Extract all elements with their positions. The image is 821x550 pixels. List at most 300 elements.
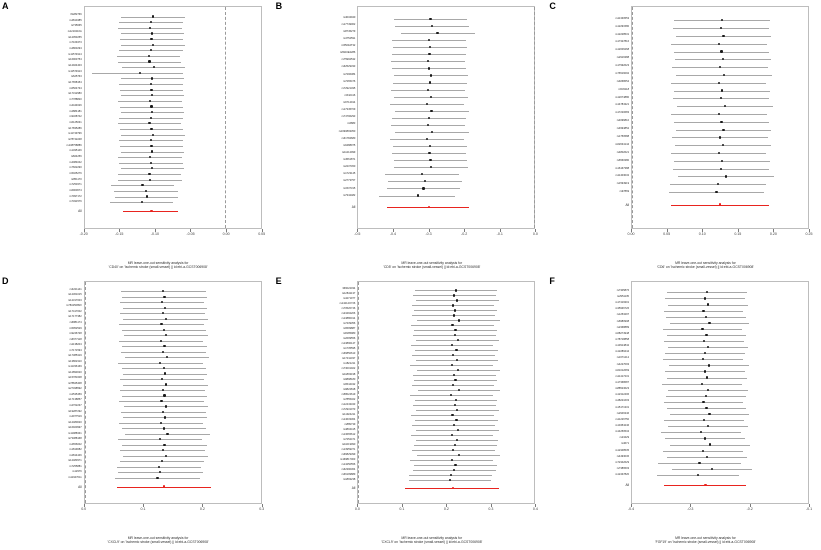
snp-label: rs11574913 <box>68 69 82 73</box>
point-estimate <box>164 372 166 374</box>
point-estimate <box>429 18 431 20</box>
snp-label: rs2946346 <box>616 411 630 415</box>
snp-label: rs11574914 <box>68 52 82 56</box>
x-axis <box>627 229 813 241</box>
plot-area <box>278 279 544 546</box>
x-axis <box>79 229 266 241</box>
point-estimate <box>708 364 710 366</box>
snp-label: rs1723145 <box>343 172 356 176</box>
point-estimate <box>152 134 154 136</box>
snp-label: rs7997172 <box>69 194 82 198</box>
snp-label: rs6980908 <box>616 319 630 323</box>
point-estimate <box>451 459 453 461</box>
snp-label: rs7250371 <box>69 183 82 187</box>
forest-panel-d <box>0 275 274 550</box>
point-estimate <box>720 27 722 29</box>
snp-label: rs542416 <box>344 93 356 97</box>
snp-label: rs7252471 <box>343 437 356 441</box>
point-estimate <box>454 464 456 466</box>
snp-label: rs19287292 <box>67 409 82 413</box>
snp-label: rs7491576 <box>69 200 82 204</box>
snp-label: rs9246728 <box>69 332 82 336</box>
snp-label: rs4561871 <box>343 158 356 161</box>
snp-label-column <box>278 6 358 229</box>
plot-frame <box>84 6 262 229</box>
snp-label: rs11893198 <box>341 372 356 376</box>
snp-label: rs75992532 <box>341 58 356 62</box>
point-estimate <box>711 468 713 470</box>
x-axis-tick-label: 0.05 <box>258 232 266 236</box>
point-estimate <box>165 318 167 320</box>
snp-label: rs12291580 <box>615 24 630 28</box>
forest-panel-f <box>547 275 821 550</box>
point-estimate <box>722 129 724 131</box>
point-estimate <box>156 477 158 479</box>
snp-label: rs4227093 <box>616 362 630 366</box>
x-axis-tick-label: -0.4 <box>389 232 397 236</box>
snp-label: rs5025276 <box>69 171 82 175</box>
x-axis-label <box>599 536 812 545</box>
point-estimate <box>451 414 453 416</box>
summary-label: All <box>625 202 630 207</box>
snp-label: rs4977519 <box>69 415 82 419</box>
x-axis-label-line1: MR leave-one-out sensitivity analysis for <box>675 535 736 540</box>
point-estimate <box>708 322 710 324</box>
snp-label: rs27498592 <box>67 387 82 391</box>
x-axis-tick-label: -0.5 <box>354 232 361 236</box>
plot-area <box>278 4 544 271</box>
snp-label: rs6560380 <box>616 158 630 162</box>
point-estimate <box>152 44 154 46</box>
point-estimate <box>148 173 150 175</box>
snp-label: rs76516092 <box>615 71 630 75</box>
point-estimate <box>145 190 147 192</box>
point-estimate <box>705 316 707 318</box>
snp-label: rs6125031 <box>69 120 82 124</box>
point-estimate <box>705 395 707 397</box>
point-estimate <box>163 296 165 298</box>
point-estimate <box>702 401 704 403</box>
snp-label: rs4804415 <box>343 427 356 431</box>
x-axis-tick-label: 0.2 <box>443 507 449 511</box>
point-estimate <box>166 433 168 435</box>
snp-label-column <box>278 281 358 504</box>
snp-label: rs9822818 <box>343 387 356 391</box>
point-estimate <box>146 195 148 197</box>
snp-label: rs1495146 <box>69 149 82 153</box>
snp-label-column <box>4 281 84 504</box>
snp-label: rs12348535 <box>615 448 630 452</box>
snp-label: rs11924211 <box>342 412 356 416</box>
point-estimate <box>455 289 457 291</box>
x-axis-tick-label: -0.15 <box>115 232 124 236</box>
point-estimate <box>150 89 152 91</box>
snp-label: rs17419301 <box>615 301 630 305</box>
plot-frame <box>84 281 262 504</box>
summary-point-estimate <box>704 484 706 486</box>
snp-label: rs11417231 <box>615 374 630 378</box>
x-axis-tick-label: -0.1 <box>496 232 503 236</box>
snp-label: rs72931073 <box>341 407 356 411</box>
snp-label: rs14214O726 <box>339 302 356 306</box>
x-axis-label <box>52 261 265 270</box>
snp-label: rs12443343 <box>341 402 356 406</box>
snp-label: rs12361015 <box>67 293 82 297</box>
point-estimate <box>165 455 167 457</box>
snp-label: rs17749062 <box>341 22 356 26</box>
snp-label: rs17220683 <box>615 111 630 115</box>
snp-label: rs7342482 <box>343 193 356 197</box>
snp-label: rs11212999 <box>341 150 356 154</box>
point-estimate <box>428 67 430 69</box>
snp-label: rs12437820 <box>615 473 630 477</box>
snp-label: rs8185980 <box>343 332 356 336</box>
snp-label: rs824256 <box>70 154 82 158</box>
x-axis-label-line2: 'CXCL9' on 'Ischemic stroke (small-vessel) || id:ebi-a-GCST006908' <box>381 539 483 544</box>
snp-label: rs17417002 <box>67 309 82 313</box>
summary-label: All <box>78 484 82 489</box>
snp-label: rs1138204 <box>69 343 82 347</box>
snp-label: rs17658154 <box>67 81 82 85</box>
point-estimate <box>428 152 430 154</box>
snp-label: rs14250534 <box>615 430 630 434</box>
snp-label: rs4671 <box>621 442 630 446</box>
point-estimate <box>702 450 704 452</box>
snp-label: rs14250556 <box>341 463 356 467</box>
snp-label: 366022034 <box>342 286 356 290</box>
snp-label: rs9328742 <box>69 115 82 119</box>
snp-label: rs12480020 <box>67 420 82 424</box>
estimate-rows <box>632 282 808 503</box>
snp-label: rs16920997 <box>67 426 82 430</box>
snp-label: rs12074880 <box>615 95 630 99</box>
point-estimate <box>163 427 165 429</box>
snp-label: rs15781608 <box>67 376 82 380</box>
snp-label: rs625763 <box>70 75 82 79</box>
plot-frame <box>631 281 809 504</box>
snp-label: rs11749796 <box>68 132 82 136</box>
point-estimate <box>452 304 454 306</box>
point-estimate <box>431 131 433 133</box>
snp-label: rs13959371 <box>341 448 356 452</box>
snp-label: rs11403032 <box>615 174 630 178</box>
point-estimate <box>160 340 162 342</box>
x-axis-tick-label: -0.05 <box>186 232 195 236</box>
forest-panel-a <box>0 0 274 275</box>
x-axis-tick-label: -0.3 <box>425 232 432 236</box>
snp-label: rs6883 <box>347 122 356 126</box>
point-estimate <box>163 329 165 331</box>
snp-label: rs23492206 <box>341 312 356 316</box>
point-estimate <box>450 474 452 476</box>
snp-label: rs6916E2286 <box>339 51 356 55</box>
snp-label: rs12006268 <box>615 48 630 52</box>
snp-label: rs12317003 <box>67 298 82 302</box>
snp-label: rs17835286 <box>67 126 82 130</box>
x-axis-tick-label: 0.00 <box>222 232 230 236</box>
point-estimate <box>705 407 707 409</box>
plot-area <box>4 279 270 546</box>
x-axis-label <box>599 261 812 270</box>
point-estimate <box>458 454 460 456</box>
x-axis-label-line2: 'FGF19' on 'Ischemic stroke (small-vessel) || id:ebi-a-GCST006908' <box>654 539 756 544</box>
snp-label: rs1594919 <box>616 182 630 186</box>
point-estimate <box>704 297 706 299</box>
panel-letter: E <box>275 276 282 286</box>
panel-letter: C <box>549 1 556 11</box>
point-estimate <box>427 124 429 126</box>
panel-letter: F <box>549 276 555 286</box>
estimate-rows <box>85 282 261 503</box>
panel-letter: A <box>2 1 9 11</box>
null-reference-line <box>534 7 535 228</box>
snp-label: rs9268654 <box>616 79 630 83</box>
estimate-rows <box>632 7 808 228</box>
snp-label: rs1671212 <box>616 356 630 360</box>
snp-label: rs12053255 <box>67 35 82 39</box>
point-estimate <box>148 55 150 57</box>
snp-label: rs12483971 <box>67 459 82 463</box>
snp-label: rs4802621 <box>616 150 630 154</box>
forest-panel-e <box>274 275 548 550</box>
x-axis-label-line1: MR leave-one-out sensitivity analysis for <box>401 260 463 265</box>
snp-label: rs4084042 <box>69 160 82 164</box>
point-estimate <box>701 328 703 330</box>
x-axis-tick-label: 0.4 <box>532 507 538 511</box>
snp-label: rs13665612 <box>341 432 356 436</box>
snp-label: rs70520746 <box>341 307 356 311</box>
snp-label: rs62390364 <box>341 468 356 472</box>
snp-label: rs889739 <box>344 422 356 426</box>
snp-label: rs66850613 <box>341 352 356 356</box>
summary-label: All <box>625 482 630 487</box>
snp-label: rs12228531 <box>615 32 630 36</box>
point-estimate <box>718 82 720 84</box>
point-estimate <box>430 74 432 76</box>
snp-label: rs73001922 <box>341 367 356 371</box>
point-estimate <box>704 370 706 372</box>
snp-label: rs4810485 <box>69 18 82 22</box>
snp-label: rs2884181 <box>69 109 82 113</box>
point-estimate <box>160 400 162 402</box>
snp-label: rs13880014 <box>341 317 356 321</box>
snp-label: rs78415089X <box>66 304 82 308</box>
x-axis-label <box>52 536 265 545</box>
point-estimate <box>697 474 699 476</box>
snp-label: rs6504734 <box>69 86 82 90</box>
point-estimate <box>164 307 166 309</box>
estimate-rows <box>358 7 534 228</box>
point-estimate <box>150 162 152 164</box>
snp-label: rs6488975 <box>343 143 356 147</box>
snp-label: rs1537315 <box>343 186 356 190</box>
confidence-interval <box>92 73 184 74</box>
point-estimate <box>719 136 721 138</box>
snp-label: rs61784680 <box>341 136 356 140</box>
snp-label: rf1282766 <box>70 13 82 17</box>
estimate-rows <box>85 7 261 228</box>
panel-letter: D <box>2 276 9 286</box>
point-estimate <box>718 152 720 154</box>
x-axis-tick-label: 0.2 <box>199 507 205 511</box>
panel-letter: B <box>275 1 283 11</box>
snp-label: rs2773757 <box>343 179 356 183</box>
snp-label: rs6599887 <box>343 327 356 331</box>
snp-label: rs78718858 <box>615 337 630 341</box>
snp-label: rs78845408 <box>67 381 82 385</box>
x-axis-label <box>325 536 538 545</box>
snp-label: rs2237450 <box>343 165 356 169</box>
snp-label: rs12312406 <box>615 393 630 397</box>
point-estimate <box>163 444 165 446</box>
x-axis-tick-label: 0.0 <box>354 507 360 511</box>
snp-label: rs16167388 <box>615 166 630 170</box>
snp-label: rs12893020 <box>67 370 82 374</box>
snp-label: rs97869 <box>619 190 630 194</box>
snp-label: rs17345709 <box>341 108 356 112</box>
point-estimate <box>150 117 152 119</box>
point-estimate <box>709 443 711 445</box>
snp-label: rs2951135 <box>616 294 630 298</box>
x-axis-tick-label: -0.3 <box>687 507 694 511</box>
snp-label: rs78742248 <box>67 137 82 141</box>
snp-label: rs4444626 <box>69 103 82 107</box>
plot-area <box>4 4 270 271</box>
summary-point-estimate <box>428 206 430 208</box>
snp-label: rs62634144 <box>615 142 630 146</box>
snp-label: rs13914842 <box>615 344 630 348</box>
snp-label: rs9394852 <box>616 127 630 131</box>
point-estimate <box>720 168 722 170</box>
x-axis-tick-label: 0.25 <box>805 232 813 236</box>
forest-panel-b <box>274 0 548 275</box>
snp-label: rs7855322 <box>343 397 356 401</box>
snp-label: rs62529333 <box>341 65 356 69</box>
snp-label-column <box>551 281 631 504</box>
snp-label: rs16903754 <box>67 58 82 62</box>
snp-label: rs17312980 <box>67 92 82 96</box>
point-estimate <box>706 376 708 378</box>
snp-label: rs4696810 <box>616 119 630 123</box>
x-axis-tick-label: -0.20 <box>79 232 88 236</box>
snp-label: rs169817003 <box>340 458 356 462</box>
snp-label: rs11226750 <box>615 417 630 421</box>
snp-label: rs7296384 <box>343 72 356 76</box>
point-estimate <box>725 175 727 177</box>
x-axis-tick-label: 0.10 <box>698 232 706 236</box>
snp-label: rs4493036 <box>616 454 630 458</box>
snp-label: rs13862310 <box>67 359 82 363</box>
point-estimate <box>150 38 152 40</box>
point-estimate <box>436 32 438 34</box>
snp-label: rs7169473 <box>69 41 82 45</box>
snp-label: rs17177382 <box>67 315 82 319</box>
snp-label: rs7439356 <box>343 322 356 326</box>
x-axis <box>354 504 538 516</box>
snp-label: rs48221603 <box>615 399 630 403</box>
snp-label: rs2699556 <box>343 337 356 341</box>
summary-point-estimate <box>163 485 165 487</box>
snp-label: rs2762237 <box>69 404 82 407</box>
snp-label: rs4034940 <box>343 15 356 19</box>
x-axis-tick-label: 0.00 <box>627 232 635 236</box>
snp-label: rs1821211 <box>343 362 356 366</box>
snp-label: rs6544432 <box>343 382 356 386</box>
snp-label: rs4271977 <box>343 297 356 301</box>
snp-label: rs6900674 <box>69 188 82 192</box>
x-axis <box>81 504 265 516</box>
snp-label: rs1893238 <box>343 478 356 482</box>
point-estimate <box>706 456 708 458</box>
x-axis-tick-label: 0.0 <box>81 507 87 511</box>
x-axis-label-line1: MR leave-one-out sensitivity analysis for <box>401 535 463 540</box>
point-estimate <box>152 15 154 17</box>
snp-label: rs7305876 <box>616 288 630 292</box>
snp-label: rs4656002 <box>69 442 82 446</box>
point-estimate <box>160 422 162 424</box>
x-axis-tick-label: 0.1 <box>399 507 405 511</box>
plot-frame <box>631 6 809 229</box>
point-estimate <box>426 103 428 105</box>
x-axis-label-line1: MR leave-one-out sensitivity analysis for <box>127 535 189 540</box>
snp-label: rs88523623 <box>615 387 630 391</box>
summary-label: All <box>351 204 356 209</box>
snp-label: rs7171594 <box>69 348 82 352</box>
x-axis-tick-label: 0.20 <box>769 232 777 236</box>
snp-label: rs12924403 <box>67 64 82 68</box>
point-estimate <box>429 81 431 83</box>
summary-label: All <box>78 209 82 214</box>
x-axis-tick-label: -0.2 <box>746 507 753 511</box>
point-estimate <box>455 419 457 421</box>
point-estimate <box>430 110 432 112</box>
point-estimate <box>715 191 717 193</box>
snp-label: rs7788820 <box>69 98 82 102</box>
x-axis-label-line2: 'CD40' on 'Ischemic stroke (small-vessel) || id:ebi-a-GCST006908' <box>108 264 208 269</box>
snp-label: rs13890147 <box>341 342 356 346</box>
point-estimate <box>428 117 430 119</box>
snp-label: rs72921495 <box>341 86 356 90</box>
snp-label: rs61012669 <box>615 368 630 372</box>
snp-label: rs9898180 <box>343 377 356 381</box>
snp-label: rs7386503 <box>616 466 630 470</box>
snp-label: rs17327816 <box>615 40 630 44</box>
snp-label: rs6712914 <box>343 101 356 104</box>
snp-label: rs17311037 <box>341 357 356 361</box>
snp-label: rs35936726 <box>615 307 630 311</box>
point-estimate <box>150 128 152 130</box>
snp-label: rs66199889 <box>341 473 356 477</box>
x-axis <box>354 229 538 241</box>
snp-label: rs11019990 <box>341 443 356 446</box>
x-axis-label-line1: MR leave-one-out sensitivity analysis for <box>127 260 189 265</box>
snp-label: rs1690893350 <box>338 129 356 133</box>
snp-label: rs74796293 <box>341 115 356 119</box>
forest-panel-c <box>547 0 821 275</box>
point-estimate <box>701 383 703 385</box>
snp-label: rs7662290 <box>69 166 82 170</box>
snp-label: rs1819082 <box>69 448 82 452</box>
x-axis-tick-label: 0.1 <box>140 507 146 511</box>
snp-label: rs138758886 <box>66 143 82 147</box>
point-estimate <box>150 145 152 147</box>
x-axis-label-line2: 'CD5' on 'Ischemic stroke (small-vessel) || id:ebi-a-GCST006908' <box>383 264 481 269</box>
snp-label: rs1750588 <box>616 134 630 138</box>
point-estimate <box>164 416 166 418</box>
snp-label: rs73388168 <box>67 437 82 441</box>
x-axis-tick-label: 0.05 <box>663 232 671 236</box>
plot-frame <box>357 281 535 504</box>
